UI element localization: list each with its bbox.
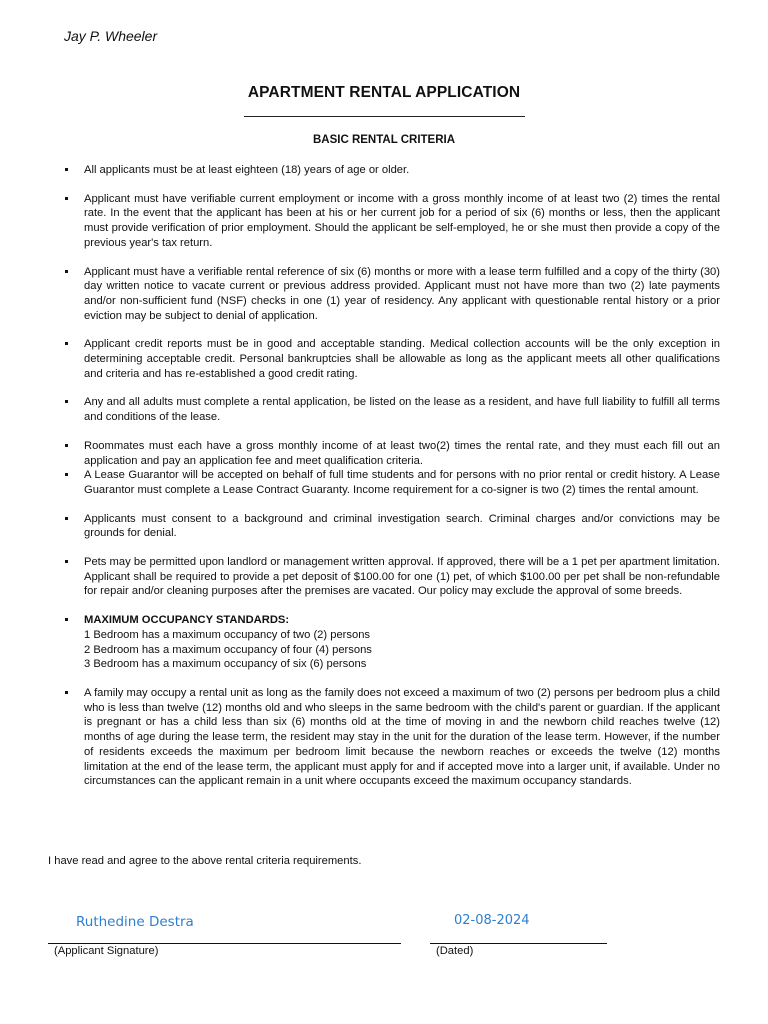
criteria-list bbox=[64, 163, 720, 803]
criteria-item-guarantor bbox=[64, 468, 720, 497]
criteria-text: Pets may be permitted upon landlord or management written approval. If approved, there will be a 1 pet per apartment limitation. Applicant shall be required to provide a pet deposit of $100.00 for one (1) pet, of which $100.00 per pet shall be non-refundable for repair and/or cleaning purposes after the premises are vacated. Our policy may exclude the approval of some breeds. bbox=[84, 556, 720, 598]
criteria-item-roommates bbox=[64, 439, 720, 468]
signature-caption: (Applicant Signature) bbox=[54, 945, 159, 957]
page-title: APARTMENT RENTAL APPLICATION bbox=[247, 84, 521, 101]
occupancy-line: 3 Bedroom has a maximum occupancy of six (6) persons bbox=[84, 658, 367, 671]
criteria-text: Any and all adults must complete a rental application, be listed on the lease as a resident, and have full liability to fulfill all terms and conditions of the lease. bbox=[84, 396, 720, 424]
occupancy-heading: MAXIMUM OCCUPANCY STANDARDS: bbox=[84, 614, 290, 627]
criteria-item-employment bbox=[64, 192, 720, 251]
date-caption: (Dated) bbox=[436, 945, 474, 957]
criteria-text: All applicants must be at least eighteen (18) years of age or older. bbox=[84, 164, 410, 176]
criteria-item-adults bbox=[64, 395, 720, 424]
occupancy-line: 1 Bedroom has a maximum occupancy of two (2) persons bbox=[84, 628, 371, 641]
date-line bbox=[430, 943, 607, 944]
signature-line bbox=[48, 943, 401, 944]
criteria-text: Applicant must have verifiable current employment or income with a gross monthly income of at least two (2) times the rental rate. In the event that the applicant has been at his or her current job for a period of six (6) months or less, then the applicant must provide verification of prior employment. Should the applicant be self-employed, he or she must then provide a copy of the previous year's tax return. bbox=[84, 192, 720, 249]
criteria-text: A Lease Guarantor will be accepted on behalf of full time students and for persons with no prior rental or credit history. A Lease Guarantor must complete a Lease Contract Guaranty. Income requirement for a co-signer is two (2) times the rental amount. bbox=[84, 469, 720, 496]
criteria-item-rental-reference bbox=[64, 265, 720, 324]
criteria-text: Applicant credit reports must be in good and acceptable standing. Medical collection accounts will be the only exception in determining acceptable credit. Personal bankruptcies shall be allowable as long as the applicant meets all other qualifications and criteria and has re-established a good credit rating. bbox=[84, 338, 720, 380]
criteria-item-age bbox=[64, 163, 720, 178]
title-underline bbox=[244, 116, 525, 117]
criteria-item-pets bbox=[64, 555, 720, 599]
criteria-text: Roommates must each have a gross monthly income of at least two(2) times the rental rate, and they must each fill out an application and pay an application fee and meet qualification criteria. bbox=[84, 439, 720, 467]
agreement-statement: I have read and agree to the above rental criteria requirements. bbox=[48, 855, 362, 867]
owner-name: Jay P. Wheeler bbox=[64, 28, 158, 44]
criteria-item-occupancy bbox=[64, 613, 720, 672]
applicant-signature[interactable]: Ruthedine Destra bbox=[76, 914, 194, 930]
criteria-text: A family may occupy a rental unit as long as the family does not exceed a maximum of two (2) persons per bedroom plus a child who is less than twelve (12) months old and who sleeps in the same bedroom with the child's parent or guardian. If the applicant is pregnant or has a child less than six (6) months old at the time of moving in and the newborn child reaches twelve (12) months of age during the lease term, the resident may stay in the unit for the duration of the lease term. However, if the number of residents exceeds the maximum per bedroom limit because the newborn reaches or exceeds the twelve (12) months limitation at the end of the lease term, the applicant must apply for and if accepted move into a larger unit, if available. Under no circumstances can the applicant remain in a unit where occupants exceed the maximum occupancy standards. bbox=[84, 686, 720, 788]
signature-date[interactable]: 02-08-2024 bbox=[454, 913, 530, 928]
criteria-text: Applicants must consent to a background and criminal investigation search. Criminal charges and/or convictions may be grounds for denial. bbox=[84, 512, 720, 540]
criteria-item-credit bbox=[64, 337, 720, 381]
section-subtitle: BASIC RENTAL CRITERIA bbox=[312, 134, 456, 146]
occupancy-line: 2 Bedroom has a maximum occupancy of four (4) persons bbox=[84, 643, 372, 656]
criteria-item-family bbox=[64, 686, 720, 789]
criteria-item-background bbox=[64, 512, 720, 541]
criteria-text: Applicant must have a verifiable rental reference of six (6) months or more with a lease term fulfilled and a copy of the thirty (30) day written notice to vacate current or previous address provided. Applicant must not have more than two (2) late payments and/or non-sufficient fund (NSF) checks in one (1) year of residency. Any applicant with questionable rental history or a prior eviction may be subject to denial of application. bbox=[84, 265, 720, 322]
